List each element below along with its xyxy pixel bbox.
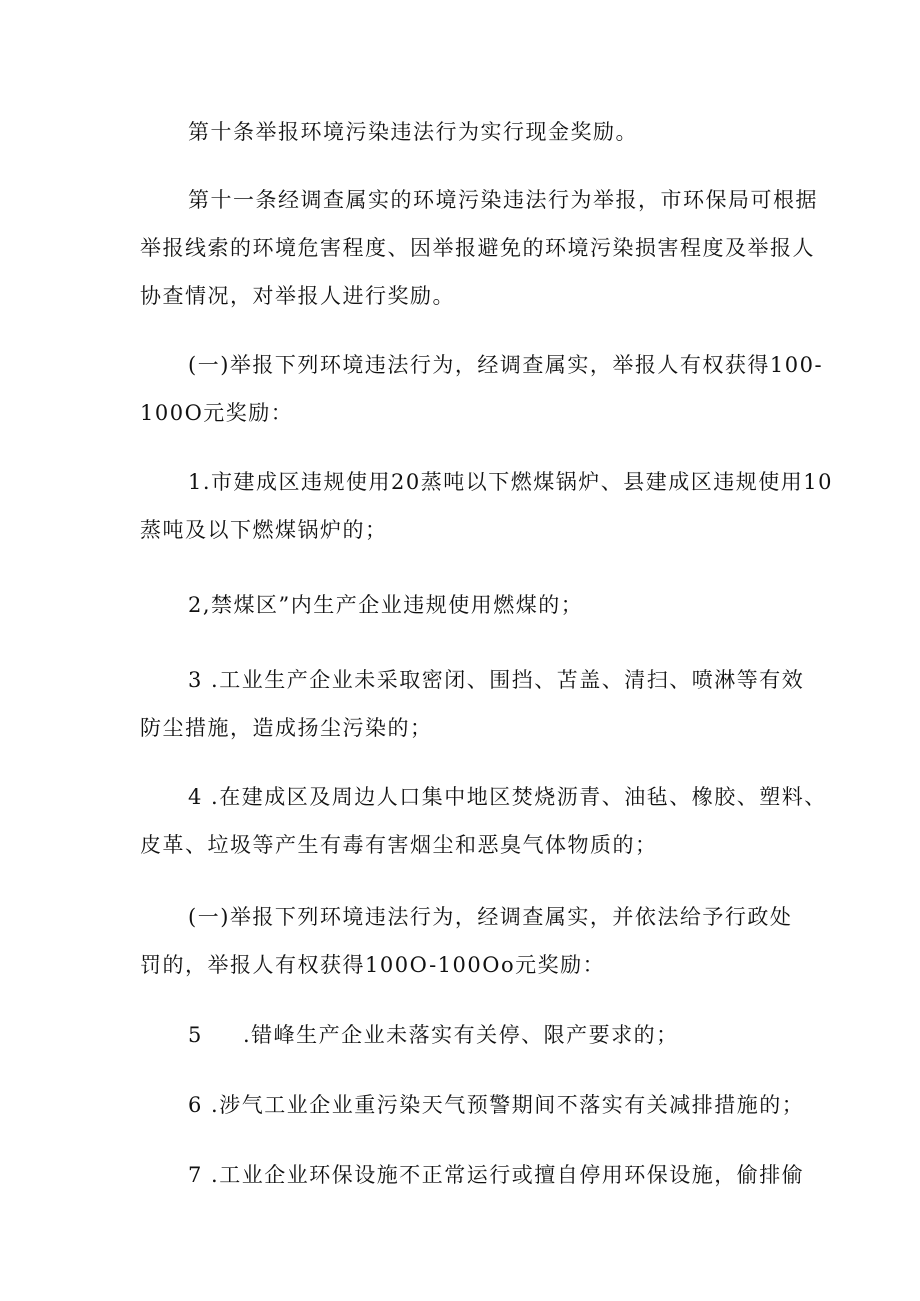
article-10-text: 第十条举报环境污染违法行为实行现金奖励。 [188, 120, 638, 144]
section-2-heading-line-1: (一)举报下列环境违法行为，经调查属实，并依法给予行政处 [188, 905, 793, 929]
article-11-line-2: 举报线索的环境危害程度、因举报避免的环境污染损害程度及举报人 [140, 236, 815, 260]
item-3-line-2: 防尘措施，造成扬尘污染的； [140, 716, 433, 740]
section-2-heading-line-2: 罚的，举报人有权获得100O-100Oo元奖励： [140, 953, 606, 977]
item-1-line-1: 1.市建成区违规使用20蒸吨以下燃煤锅炉、县建成区违规使用10 [188, 470, 833, 494]
article-11-line-1: 第十一条经调查属实的环境污染违法行为举报，市环保局可根据 [188, 188, 818, 212]
item-5-number: 5 [188, 1023, 203, 1047]
item-3-line-1: 3 .工业生产企业未采取密闭、围挡、苫盖、清扫、喷淋等有效 [188, 668, 805, 692]
section-1-heading-line-1: (一)举报下列环境违法行为，经调查属实，举报人有权获得100- [188, 353, 824, 377]
item-6-text: 6 .涉气工业企业重污染天气预警期间不落实有关减排措施的； [188, 1093, 805, 1117]
item-5-text: .错峰生产企业未落实有关停、限产要求的； [243, 1023, 679, 1047]
item-2-text: 2,禁煤区”内生产企业违规使用燃煤的； [188, 593, 584, 617]
section-1-heading-line-2: 100O元奖励： [140, 401, 294, 425]
item-1-line-2: 蒸吨及以下燃煤锅炉的； [140, 518, 388, 542]
item-7-line-1: 7 .工业企业环保设施不正常运行或擅自停用环保设施，偷排偷 [188, 1163, 805, 1187]
article-11-line-3: 协查情况，对举报人进行奖励。 [140, 284, 455, 308]
item-4-line-2: 皮革、垃圾等产生有毒有害烟尘和恶臭气体物质的； [140, 833, 658, 857]
item-4-line-1: 4 .在建成区及周边人口集中地区焚烧沥青、油毡、橡胶、塑料、 [188, 785, 827, 809]
